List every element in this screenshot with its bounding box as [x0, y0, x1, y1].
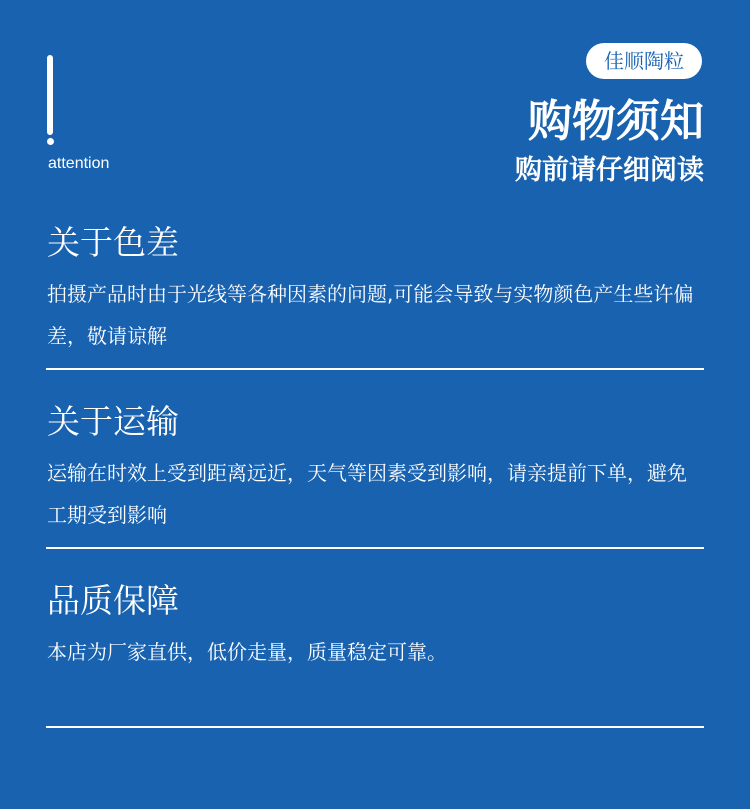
brand-badge: 佳顺陶粒 [586, 43, 702, 79]
section-shipping [47, 402, 703, 536]
section-color-difference [47, 223, 703, 357]
section-title: 关于色差 [47, 223, 179, 262]
section-quality [47, 581, 703, 673]
divider [46, 547, 704, 549]
exclamation-bar [47, 55, 53, 135]
section-body: 运输在时效上受到距离远近，天气等因素受到影响，请亲提前下单，避免工期受到影响 [47, 461, 687, 527]
section-title: 品质保障 [47, 581, 179, 620]
divider [46, 368, 704, 370]
page-subtitle: 购前请仔细阅读 [515, 155, 704, 186]
page-title: 购物须知 [528, 96, 704, 147]
section-body: 拍摄产品时由于光线等各种因素的问题,可能会导致与实物颜色产生些许偏差，敬请谅解 [47, 282, 694, 348]
divider [46, 726, 704, 728]
exclamation-dot [47, 138, 54, 145]
section-title: 关于运输 [47, 402, 179, 441]
attention-label: attention [48, 155, 110, 172]
section-body: 本店为厂家直供，低价走量，质量稳定可靠。 [47, 640, 447, 664]
